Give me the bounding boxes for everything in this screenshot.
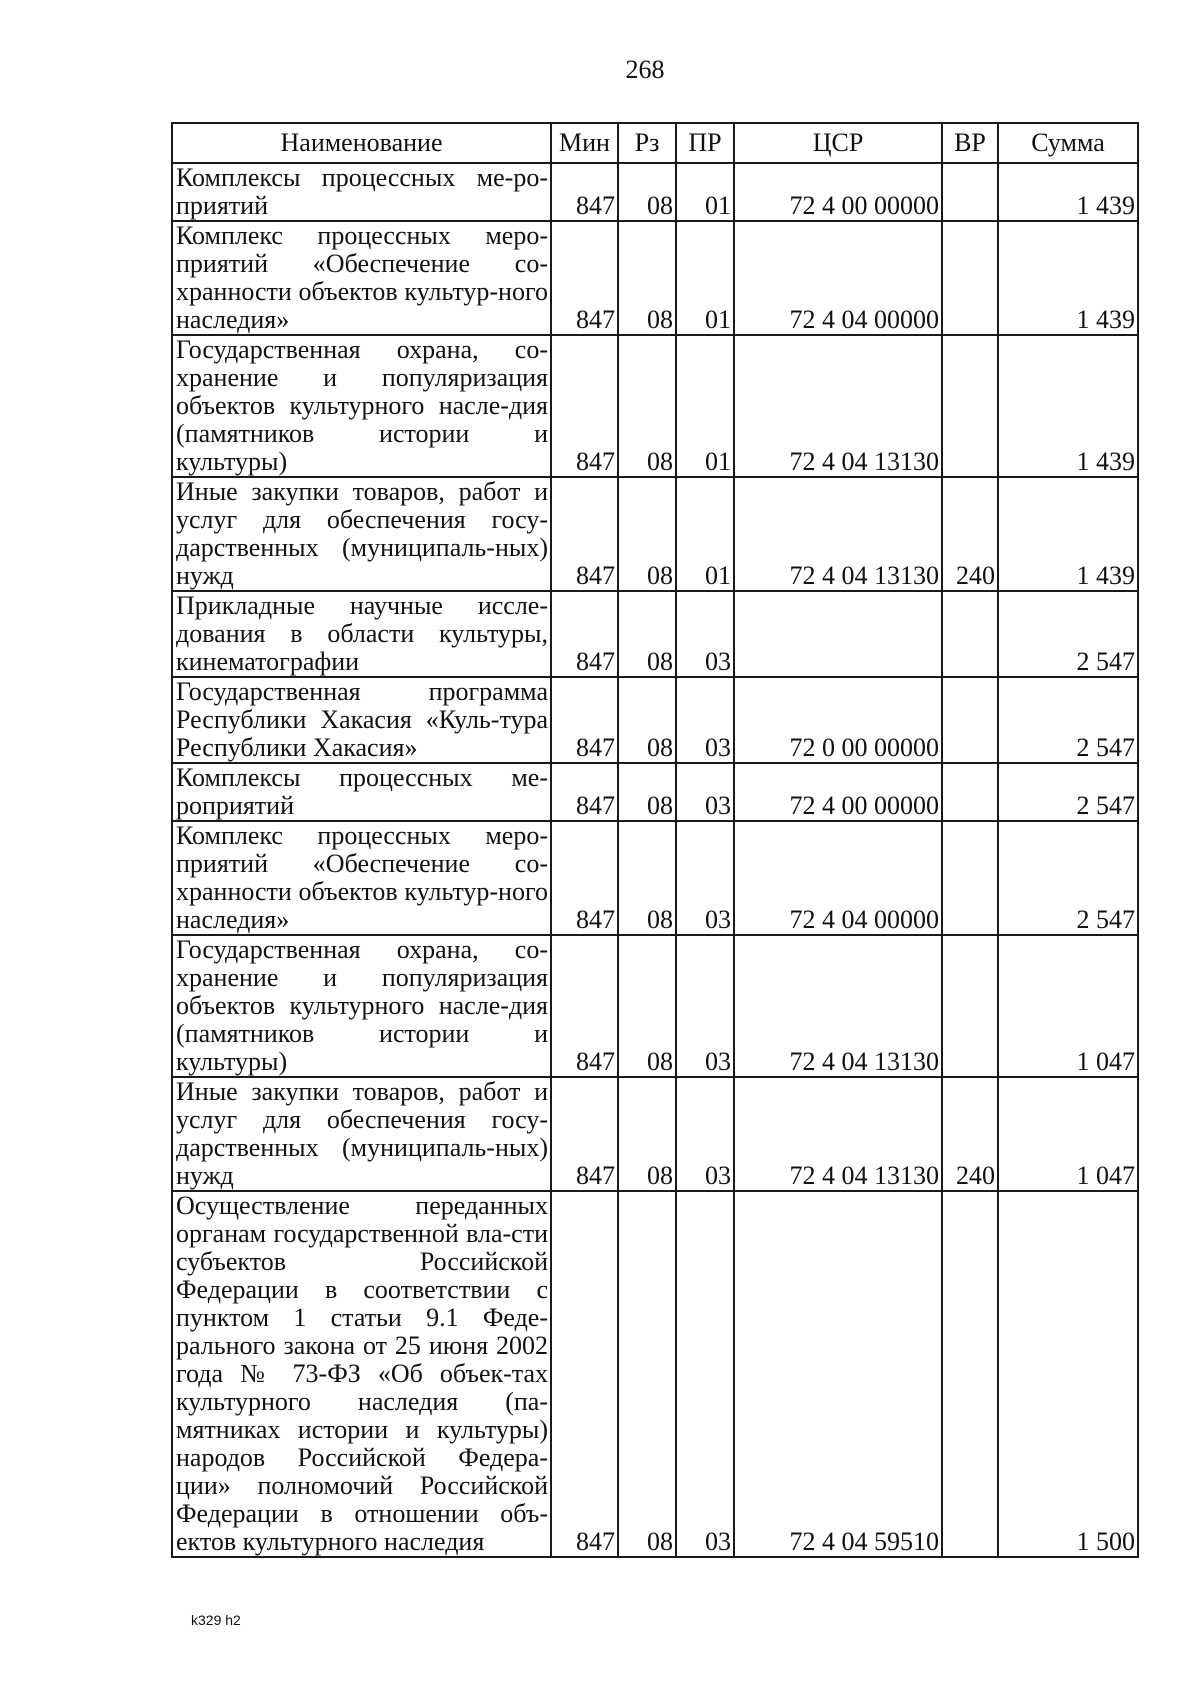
cell-sum: 2 547 <box>998 821 1138 935</box>
page-number: 268 <box>625 55 665 84</box>
cell-min: 847 <box>551 677 618 763</box>
cell-vr <box>942 335 998 477</box>
cell-min: 847 <box>551 1077 618 1191</box>
table-row <box>172 477 1138 591</box>
table-row <box>172 821 1138 935</box>
cell-csr: 72 4 04 13130 <box>734 335 942 477</box>
cell-sum: 1 047 <box>998 935 1138 1077</box>
cell-rz: 08 <box>618 821 676 935</box>
cell-csr: 72 4 04 59510 <box>734 1191 942 1557</box>
header-vr: ВР <box>942 123 998 163</box>
cell-rz: 08 <box>618 1191 676 1557</box>
table-body <box>172 163 1138 1557</box>
cell-pr: 03 <box>676 591 734 677</box>
cell-rz: 08 <box>618 221 676 335</box>
cell-sum: 2 547 <box>998 763 1138 821</box>
cell-csr <box>734 591 942 677</box>
cell-vr <box>942 163 998 221</box>
cell-vr <box>942 221 998 335</box>
cell-name: Государственная программа Республики Хакасия «Куль-тура Республики Хакасия» <box>172 677 551 763</box>
table-row <box>172 591 1138 677</box>
cell-min: 847 <box>551 221 618 335</box>
header-csr: ЦСР <box>734 123 942 163</box>
cell-pr: 03 <box>676 677 734 763</box>
cell-sum: 1 439 <box>998 477 1138 591</box>
table-row <box>172 221 1138 335</box>
budget-table <box>171 122 1139 1558</box>
cell-vr: 240 <box>942 1077 998 1191</box>
cell-min: 847 <box>551 935 618 1077</box>
cell-min: 847 <box>551 763 618 821</box>
header-pr: ПР <box>676 123 734 163</box>
table-row <box>172 935 1138 1077</box>
cell-name: Комплекс процессных меро-приятий «Обеспечение со-хранности объектов культур-ного наследия» <box>172 221 551 335</box>
cell-rz: 08 <box>618 335 676 477</box>
header-min: Мин <box>551 123 618 163</box>
cell-pr: 01 <box>676 221 734 335</box>
cell-rz: 08 <box>618 763 676 821</box>
cell-csr: 72 4 04 13130 <box>734 1077 942 1191</box>
cell-name: Иные закупки товаров, работ и услуг для обеспечения госу-дарственных (муниципаль-ных) нужд <box>172 1077 551 1191</box>
cell-csr: 72 4 04 00000 <box>734 221 942 335</box>
cell-vr <box>942 1191 998 1557</box>
cell-csr: 72 4 00 00000 <box>734 163 942 221</box>
table-header-row <box>172 123 1138 163</box>
cell-pr: 01 <box>676 477 734 591</box>
cell-sum: 2 547 <box>998 677 1138 763</box>
cell-csr: 72 4 04 13130 <box>734 477 942 591</box>
cell-name: Прикладные научные иссле-дования в области культуры, кинематографии <box>172 591 551 677</box>
cell-min: 847 <box>551 821 618 935</box>
table-row <box>172 335 1138 477</box>
cell-sum: 1 439 <box>998 163 1138 221</box>
footer-code: k329 h2 <box>191 1612 241 1628</box>
cell-vr <box>942 591 998 677</box>
cell-sum: 1 500 <box>998 1191 1138 1557</box>
cell-pr: 01 <box>676 163 734 221</box>
cell-name: Государственная охрана, со-хранение и популяризация объектов культурного насле-дия (памятников истории и культуры) <box>172 935 551 1077</box>
cell-vr <box>942 677 998 763</box>
cell-vr <box>942 935 998 1077</box>
cell-sum: 1 047 <box>998 1077 1138 1191</box>
cell-min: 847 <box>551 477 618 591</box>
table-row <box>172 163 1138 221</box>
cell-csr: 72 0 00 00000 <box>734 677 942 763</box>
cell-pr: 03 <box>676 763 734 821</box>
cell-sum: 2 547 <box>998 591 1138 677</box>
cell-pr: 03 <box>676 1077 734 1191</box>
cell-vr <box>942 821 998 935</box>
cell-pr: 03 <box>676 1191 734 1557</box>
cell-rz: 08 <box>618 477 676 591</box>
cell-csr: 72 4 04 13130 <box>734 935 942 1077</box>
cell-name: Комплексы процессных ме-роприятий <box>172 163 551 221</box>
cell-name: Комплекс процессных меро-приятий «Обеспечение со-хранности объектов культур-ного наследия» <box>172 821 551 935</box>
cell-name: Комплексы процессных ме-роприятий <box>172 763 551 821</box>
header-sum: Сумма <box>998 123 1138 163</box>
cell-min: 847 <box>551 1191 618 1557</box>
cell-sum: 1 439 <box>998 335 1138 477</box>
cell-rz: 08 <box>618 591 676 677</box>
header-name: Наименование <box>172 123 551 163</box>
cell-csr: 72 4 00 00000 <box>734 763 942 821</box>
cell-rz: 08 <box>618 935 676 1077</box>
cell-vr <box>942 763 998 821</box>
cell-name: Иные закупки товаров, работ и услуг для обеспечения госу-дарственных (муниципаль-ных) нужд <box>172 477 551 591</box>
cell-min: 847 <box>551 591 618 677</box>
cell-min: 847 <box>551 163 618 221</box>
cell-rz: 08 <box>618 1077 676 1191</box>
cell-rz: 08 <box>618 677 676 763</box>
table-row <box>172 1077 1138 1191</box>
cell-name: Осуществление переданных органам государственной вла-сти субъектов Российской Федерации в соответствии с пунктом 1 статьи 9.1 Феде-рального закона от 25 июня 2002 года № 73-ФЗ «Об объек-тах культурного наследия (па-мятниках истории и культуры) народов Российской Федера-ции» полномочий Российской Федерации в отношении объ-ектов культурного наследия <box>172 1191 551 1557</box>
cell-pr: 03 <box>676 935 734 1077</box>
cell-min: 847 <box>551 335 618 477</box>
cell-name: Государственная охрана, со-хранение и популяризация объектов культурного насле-дия (памятников истории и культуры) <box>172 335 551 477</box>
cell-rz: 08 <box>618 163 676 221</box>
table-row <box>172 1191 1138 1557</box>
cell-pr: 03 <box>676 821 734 935</box>
cell-vr: 240 <box>942 477 998 591</box>
cell-pr: 01 <box>676 335 734 477</box>
table-row <box>172 677 1138 763</box>
table-row <box>172 763 1138 821</box>
cell-sum: 1 439 <box>998 221 1138 335</box>
cell-csr: 72 4 04 00000 <box>734 821 942 935</box>
header-rz: Рз <box>618 123 676 163</box>
